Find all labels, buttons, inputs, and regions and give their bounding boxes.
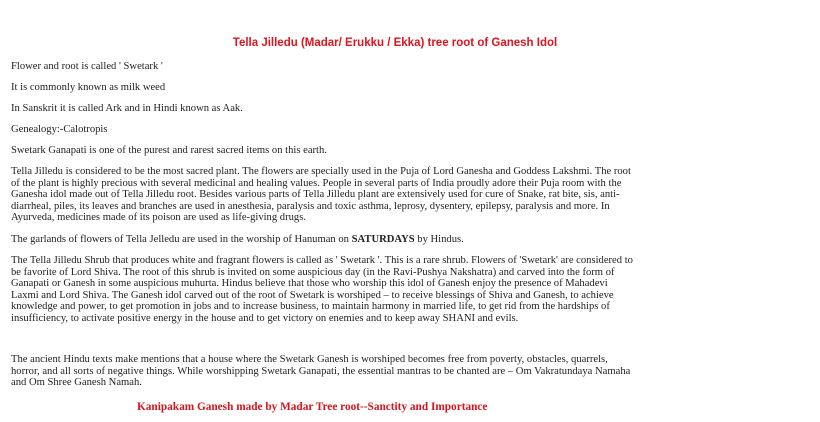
paragraph-sacred-plant: [11, 166, 811, 224]
paragraph-line: Ganesha idol made out of Tella Jilledu root. Besides various parts of Tella Jilledu plant are extensively used for cure of Snake, rat bite, sis, anti-: [11, 189, 620, 201]
paragraph-line: The Tella Jilledu Shrub that produces white and fragrant flowers is called as ' Swetark '. This is a rare shrub. Flowers of 'Swetark' are considered to: [11, 255, 633, 266]
paragraph-line: The ancient Hindu texts make mentions that a house where the Swetark Ganesh is worshiped becomes free from poverty, obstacles, quarrels,: [11, 354, 608, 365]
paragraph-line: Laxmi and Lord Shiva. The Ganesh idol carved out of the root of Swetark is worshiped – to receive blessings of Shiva and Ganesh, to achieve: [11, 289, 614, 301]
paragraph-line: be favorite of Lord Shiva. The root of this shrub is invited on some auspicious day (in the Ravi-Pushya Nakshatra) and carved into the form of: [11, 266, 615, 278]
paragraph-sanskrit-name: In Sanskrit it is called Ark and in Hindi known as Aak.: [11, 103, 243, 114]
paragraph-line: Ayurveda, medicines made of its poison are used as life-giving drugs.: [11, 212, 306, 224]
garlands-text-end: by Hindus.: [414, 234, 464, 245]
paragraph-line: and Om Shree Ganesh Namah.: [11, 377, 142, 389]
saturdays-bold: SATURDAYS: [351, 234, 415, 245]
paragraph-line: horror, and all sorts of negative things. While worshipping Swetark Ganapati, the essential mantras to be chanted are – Om Vakratundaya Namaha: [11, 365, 631, 377]
document-title: Tella Jilledu (Madar/ Erukku / Ekka) tree root of Ganesh Idol: [232, 37, 558, 49]
paragraph-line: Ganapati or Ganesh in some auspicious muhurta. Hindus believe that those who worship this idol of Ganesh enjoy the presence of Mahadevi: [11, 278, 608, 290]
paragraph-milk-weed: It is commonly known as milk weed: [11, 82, 166, 93]
paragraph-line: knowledge and power, to get promotion in jobs and to increase business, to maintain harmony in married life, to get rid from the hardships of: [11, 301, 610, 313]
paragraph-sacred-items: Swetark Ganapati is one of the purest and rarest sacred items on this earth.: [11, 145, 327, 156]
paragraph-genealogy: Genealogy:-Calotropis: [11, 124, 108, 135]
footer-title: Kanipakam Ganesh made by Madar Tree root--Sanctity and Importance: [137, 401, 488, 413]
paragraph-hanuman-garlands: [11, 234, 811, 246]
paragraph-line: of the plant is highly precious with several medicinal and healing values. People in several parts of India proudly adore their Puja room with the: [11, 177, 622, 189]
paragraph-line: insufficiency, to activate positive energy in the house and to get victory on enemies and to keep away SHANI and evils.: [11, 312, 519, 324]
paragraph-line: Tella Jilledu is considered to be the most sacred plant. The flowers are specially used in the Puja of Lord Ganesha and Goddess Lakshmi. The root: [11, 166, 631, 177]
paragraph-ancient-texts: [11, 354, 811, 389]
paragraph-line: diarrheal, piles, its leaves and branches are used in anesthesia, paralysis and toxic asthma, leprosy, dysentery, epilepsy, paralysis and more. In: [11, 200, 610, 212]
paragraph-swetark-name: Flower and root is called ' Swetark ': [11, 61, 163, 72]
garlands-text-start: The garlands of flowers of Tella Jelledu are used in the worship of Hanuman on: [11, 234, 352, 245]
paragraph-swetark-shrub: [11, 255, 811, 325]
